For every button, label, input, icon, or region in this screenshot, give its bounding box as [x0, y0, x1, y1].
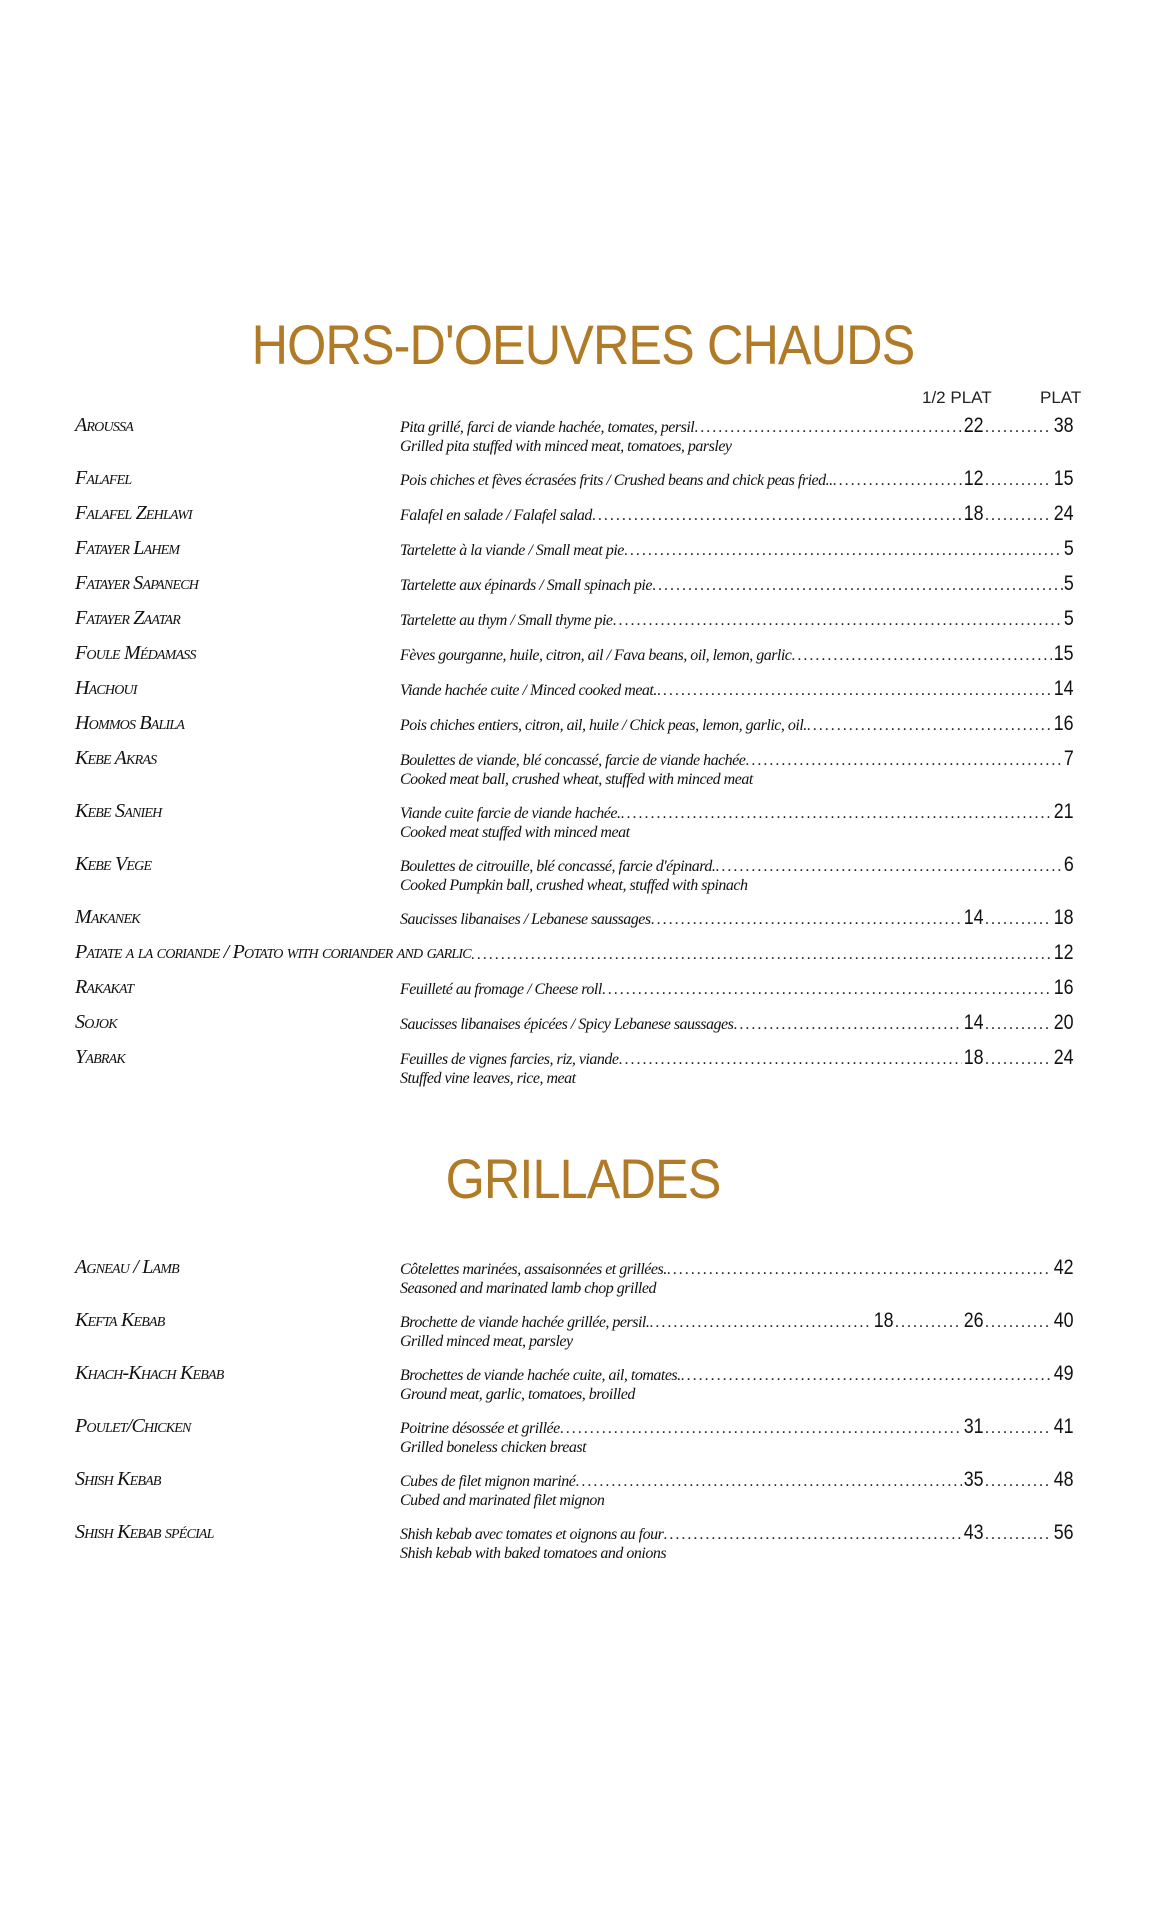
menu-item — [75, 607, 1075, 642]
item-description — [400, 607, 1075, 631]
dot-leader — [985, 1314, 1052, 1332]
column-header-plate: PLAT — [1040, 388, 1082, 407]
menu-item — [75, 1415, 1075, 1468]
item-description-en: Shish kebab with baked tomatoes and onions — [400, 1545, 667, 1562]
dot-leader — [985, 1473, 1052, 1491]
price-line — [400, 607, 1075, 631]
item-description-en: Cooked meat ball, crushed wheat, stuffed with minced meat — [400, 771, 753, 788]
price-cell — [985, 414, 1075, 438]
item-description-fr: Pita grillé, farci de viande hachée, tomates, persil — [400, 419, 695, 436]
price-plate: 38 — [1053, 414, 1074, 437]
item-description-fr: Boulettes de citrouille, blé concassé, farcie d'épinard. — [400, 858, 716, 875]
price-plate: 5 — [1064, 537, 1075, 560]
item-name: Yabrak — [75, 1046, 125, 1068]
dot-leader — [471, 946, 1052, 964]
price-plate: 24 — [1053, 1046, 1074, 1069]
price-line — [400, 502, 1075, 526]
price-line — [400, 677, 1075, 701]
item-description-fr: Feuilles de vignes farcies, riz, viande — [400, 1051, 619, 1068]
item-name: Hachoui — [75, 677, 137, 699]
dot-leader — [681, 1367, 1052, 1385]
item-description-en: Cooked meat stuffed with minced meat — [400, 824, 630, 841]
menu-item — [75, 853, 1075, 906]
item-description-fr: Cubes de filet mignon mariné — [400, 1473, 576, 1490]
item-description — [400, 502, 1075, 526]
price-line — [400, 747, 1075, 771]
dot-leader — [560, 1420, 962, 1438]
item-description — [471, 941, 1075, 965]
dot-leader — [624, 542, 1063, 560]
item-name: Rakakat — [75, 976, 134, 998]
dot-leader — [667, 1261, 1052, 1279]
menu-item — [75, 1256, 1075, 1309]
dot-leader — [985, 1016, 1052, 1034]
item-description — [400, 1309, 1075, 1351]
price-plate: 48 — [1053, 1468, 1074, 1491]
price-plate: 14 — [1053, 677, 1074, 700]
price-line — [400, 642, 1075, 666]
price-plate: 21 — [1053, 800, 1074, 823]
item-description-fr: Pois chiches et fèves écrasées frits / Crushed beans and chick peas fried.. — [400, 472, 833, 489]
price-half-plate: 35 — [963, 1468, 984, 1491]
hors-doeuvres-list — [75, 414, 1075, 1099]
item-description-fr: Pois chiches entiers, citron, ail, huile / Chick peas, lemon, garlic, oil. — [400, 717, 807, 734]
price-plate: 5 — [1064, 607, 1075, 630]
price-cell — [985, 1309, 1075, 1333]
item-description-fr: Brochette de viande hachée grillée, persil. — [400, 1314, 650, 1331]
dot-leader — [602, 981, 1052, 999]
item-description — [400, 1521, 1075, 1563]
price-half-plate: 14 — [963, 1011, 984, 1034]
item-description-en: Stuffed vine leaves, rice, meat — [400, 1070, 576, 1087]
price-cell — [895, 1309, 985, 1333]
item-description — [400, 1362, 1075, 1404]
dot-leader — [985, 911, 1052, 929]
price-cell — [985, 1415, 1075, 1439]
item-description — [400, 1046, 1075, 1088]
item-description — [400, 1415, 1075, 1457]
price-line — [400, 537, 1075, 561]
price-half-plate: 26 — [963, 1309, 984, 1332]
menu-item — [75, 1309, 1075, 1362]
dot-leader — [733, 1016, 961, 1034]
dot-leader — [694, 419, 961, 437]
price-line — [400, 1046, 1075, 1070]
dot-leader — [985, 1526, 1052, 1544]
menu-item — [75, 1011, 1075, 1046]
price-plate: 7 — [1064, 747, 1075, 770]
price-plate: 16 — [1053, 976, 1074, 999]
price-plate: 42 — [1053, 1256, 1074, 1279]
price-line — [400, 1011, 1075, 1035]
price-cell — [985, 1011, 1075, 1035]
dot-leader — [651, 911, 962, 929]
item-description — [400, 467, 1075, 491]
item-description-fr: Viande cuite farcie de viande hachée. — [400, 805, 621, 822]
price-plate: 6 — [1064, 853, 1075, 876]
price-cell — [985, 1046, 1075, 1070]
price-plate: 56 — [1053, 1521, 1074, 1544]
price-plate: 15 — [1053, 467, 1074, 490]
item-name: Poulet/Chicken — [75, 1415, 191, 1437]
item-description — [400, 1468, 1075, 1510]
item-description-fr: Viande hachée cuite / Minced cooked meat. — [400, 682, 657, 699]
dot-leader — [807, 717, 1052, 735]
price-plate: 15 — [1053, 642, 1074, 665]
dot-leader — [985, 1051, 1052, 1069]
price-line — [471, 941, 1075, 965]
menu-item — [75, 414, 1075, 467]
price-plate: 18 — [1053, 906, 1074, 929]
menu-item — [75, 906, 1075, 941]
item-name: Kefta Kebab — [75, 1309, 165, 1331]
menu-item — [75, 1362, 1075, 1415]
dot-leader — [612, 612, 1063, 630]
item-description-fr: Falafel en salade / Falafel salad — [400, 507, 592, 524]
grillades-list — [75, 1256, 1075, 1574]
price-line — [400, 800, 1075, 824]
column-header-half-plate: 1/2 PLAT — [922, 388, 992, 407]
item-name: Khach-Khach Kebab — [75, 1362, 224, 1384]
menu-item — [75, 800, 1075, 853]
dot-leader — [985, 507, 1052, 525]
item-name: Sojok — [75, 1011, 117, 1033]
item-name: Foule Médamass — [75, 642, 196, 664]
item-description — [400, 976, 1075, 1000]
item-description — [400, 572, 1075, 596]
menu-item — [75, 1468, 1075, 1521]
section-title-hors-doeuvres: HORS-D'OEUVRES CHAUDS — [251, 313, 915, 376]
item-name: Patate a la coriande / Potato with coriander and garlic — [75, 941, 471, 963]
menu-item — [75, 1521, 1075, 1574]
item-description-fr: Tartelette au thym / Small thyme pie — [400, 612, 613, 629]
item-description — [400, 642, 1075, 666]
dot-leader — [652, 577, 1063, 595]
item-description-en: Ground meat, garlic, tomatoes, broilled — [400, 1386, 635, 1403]
dot-leader — [663, 1526, 961, 1544]
menu-item — [75, 677, 1075, 712]
item-description-fr: Brochettes de viande hachée cuite, ail, tomates. — [400, 1367, 681, 1384]
price-cell — [985, 502, 1075, 526]
dot-leader — [985, 1420, 1052, 1438]
menu-item — [75, 642, 1075, 677]
price-half-plate: 18 — [963, 1046, 984, 1069]
price-line — [400, 1362, 1075, 1386]
item-description-fr: Tartelette aux épinards / Small spinach pie — [400, 577, 652, 594]
item-description-en: Cubed and marinated filet mignon — [400, 1492, 605, 1509]
dot-leader — [592, 507, 962, 525]
price-line — [400, 1521, 1075, 1545]
price-line — [400, 712, 1075, 736]
dot-leader — [649, 1314, 871, 1332]
item-description — [400, 747, 1075, 789]
menu-item — [75, 747, 1075, 800]
item-description-fr: Côtelettes marinées, assaisonnées et grillées. — [400, 1261, 667, 1278]
price-half-plate: 22 — [963, 414, 984, 437]
price-plate: 16 — [1053, 712, 1074, 735]
item-description-en: Grilled boneless chicken breast — [400, 1439, 587, 1456]
menu-item — [75, 976, 1075, 1011]
menu-item — [75, 712, 1075, 747]
item-name: Makanek — [75, 906, 140, 928]
item-description-fr: Shish kebab avec tomates et oignons au four — [400, 1526, 664, 1543]
item-description-fr: Tartelette à la viande / Small meat pie — [400, 542, 624, 559]
item-description-fr: Saucisses libanaises / Lebanese saussages — [400, 911, 651, 928]
price-plate: 20 — [1053, 1011, 1074, 1034]
item-name: Kebe Akras — [75, 747, 157, 769]
price-plate: 12 — [1053, 941, 1074, 964]
item-name: Falafel Zehlawi — [75, 502, 192, 524]
item-name: Shish Kebab spécial — [75, 1521, 214, 1543]
item-description-en: Cooked Pumpkin ball, crushed wheat, stuffed with spinach — [400, 877, 748, 894]
item-description — [400, 712, 1075, 736]
price-half-plate: 14 — [963, 906, 984, 929]
item-name: Fatayer Lahem — [75, 537, 180, 559]
item-description-fr: Saucisses libanaises épicées / Spicy Lebanese saussages — [400, 1016, 734, 1033]
item-name: Kebe Sanieh — [75, 800, 162, 822]
item-name: Falafel — [75, 467, 132, 489]
price-cell — [985, 467, 1075, 491]
price-plate: 49 — [1053, 1362, 1074, 1385]
price-half-plate: 43 — [963, 1521, 984, 1544]
item-description — [400, 1011, 1075, 1035]
dot-leader — [745, 752, 1063, 770]
price-line — [400, 414, 1075, 438]
item-description — [400, 414, 1075, 456]
menu-item — [75, 572, 1075, 607]
dot-leader — [985, 472, 1052, 490]
item-name: Kebe Vege — [75, 853, 152, 875]
price-line — [400, 1256, 1075, 1280]
price-cell — [985, 1521, 1075, 1545]
dot-leader — [895, 1314, 962, 1332]
item-description-en: Grilled pita stuffed with minced meat, tomatoes, parsley — [400, 438, 732, 455]
price-line — [400, 906, 1075, 930]
price-half-plate: 31 — [963, 1415, 984, 1438]
price-line — [400, 1309, 1075, 1333]
price-half-plate: 18 — [873, 1309, 894, 1332]
item-description-en: Grilled minced meat, parsley — [400, 1333, 573, 1350]
item-name: Agneau / Lamb — [75, 1256, 179, 1278]
item-name: Aroussa — [75, 414, 133, 436]
price-half-plate: 18 — [963, 502, 984, 525]
price-cell — [985, 906, 1075, 930]
dot-leader — [621, 805, 1052, 823]
item-description-fr: Boulettes de viande, blé concassé, farcie de viande hachée — [400, 752, 746, 769]
price-line — [400, 467, 1075, 491]
item-description-fr: Feuilleté au fromage / Cheese roll — [400, 981, 602, 998]
price-line — [400, 572, 1075, 596]
item-name: Fatayer Sapanech — [75, 572, 199, 594]
item-description — [400, 853, 1075, 895]
price-line — [400, 976, 1075, 1000]
dot-leader — [791, 647, 1051, 665]
menu-item — [75, 537, 1075, 572]
price-line — [400, 1468, 1075, 1492]
price-line — [400, 1415, 1075, 1439]
item-name: Fatayer Zaatar — [75, 607, 181, 629]
price-plate: 41 — [1053, 1415, 1074, 1438]
price-plate: 24 — [1053, 502, 1074, 525]
item-description — [400, 800, 1075, 842]
item-description-fr: Poitrine désossée et grillée — [400, 1420, 560, 1437]
item-name: Hommos Balila — [75, 712, 185, 734]
price-half-plate: 12 — [963, 467, 984, 490]
item-description — [400, 537, 1075, 561]
dot-leader — [985, 419, 1052, 437]
dot-leader — [715, 858, 1063, 876]
menu-item — [75, 941, 1075, 976]
menu-item — [75, 467, 1075, 502]
item-description — [400, 906, 1075, 930]
price-plate: 5 — [1064, 572, 1075, 595]
dot-leader — [619, 1051, 962, 1069]
dot-leader — [833, 472, 962, 490]
item-description-fr: Fèves gourganne, huile, citron, ail / Fava beans, oil, lemon, garlic — [400, 647, 792, 664]
dot-leader — [575, 1473, 961, 1491]
dot-leader — [657, 682, 1052, 700]
price-cell — [985, 1468, 1075, 1492]
menu-item — [75, 1046, 1075, 1099]
item-description — [400, 1256, 1075, 1298]
menu-item — [75, 502, 1075, 537]
section-title-grillades: GRILLADES — [445, 1147, 721, 1210]
item-description-en: Seasoned and marinated lamb chop grilled — [400, 1280, 656, 1297]
price-plate: 40 — [1053, 1309, 1074, 1332]
item-description — [400, 677, 1075, 701]
price-line — [400, 853, 1075, 877]
item-name: Shish Kebab — [75, 1468, 161, 1490]
